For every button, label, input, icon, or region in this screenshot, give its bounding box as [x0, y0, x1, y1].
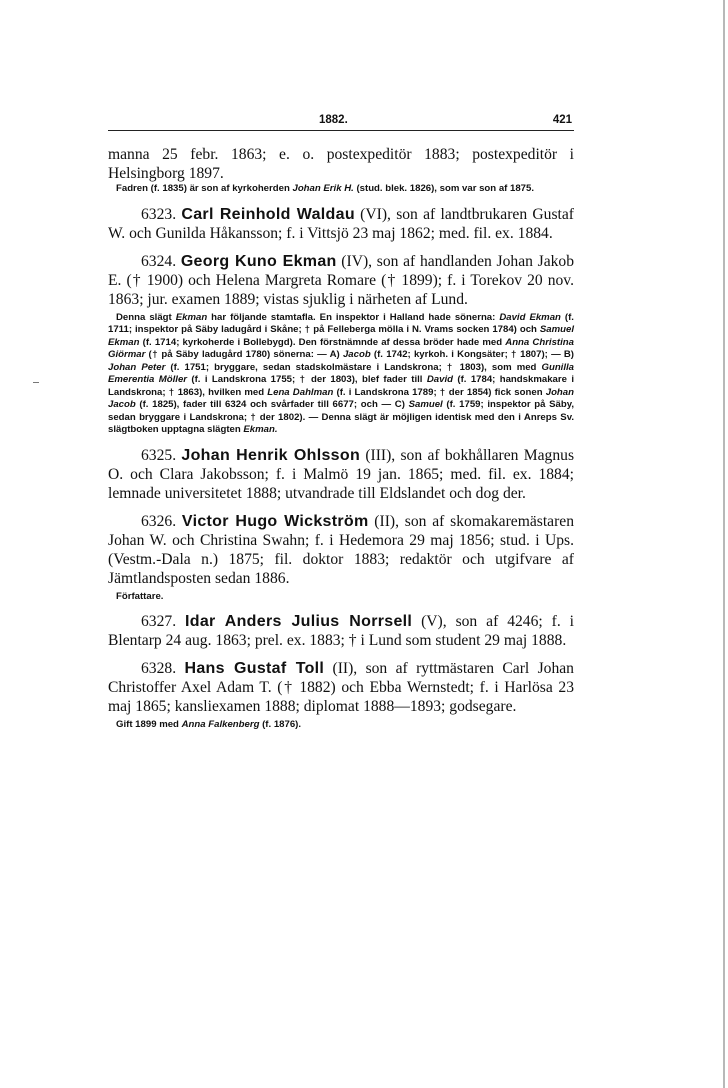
continued-entry-text: manna 25 febr. 1863; e. o. postexpeditör 1883; postexpeditör i Helsingborg 1897. — [108, 146, 574, 182]
entry-note — [108, 591, 574, 604]
entry-paragraph — [108, 659, 574, 716]
entry-person-name: Idar Anders Julius Norrsell — [185, 613, 413, 630]
entry-text: (IV), son af handlanden Johan Jakob E. († 1900) och Helena Margreta Romare († 1899); f. i Torekov 20 nov. 1863; jur. examen 1889; vistas sjuklig i närheten af Lund. — [108, 252, 575, 308]
entry-list — [108, 205, 574, 732]
page-number: 421 — [552, 114, 572, 126]
entry-paragraph — [108, 205, 574, 243]
note-text: (f. 1751; bryggare, sedan stadskolmästare i Landskrona; † 1803), som med — [165, 361, 542, 373]
entry-number: 6325. — [141, 446, 177, 464]
page-edge-line — [723, 0, 725, 1088]
entry-paragraph — [108, 252, 574, 309]
entry-paragraph — [108, 446, 574, 503]
book-page — [108, 110, 574, 732]
note-text: (f. 1714; kyrkoherde i Bollebygd). Den förstnämnde af dessa bröder hade med — [139, 336, 506, 348]
note-italic-name: Ekman — [175, 311, 208, 323]
entry-number: 6324. — [141, 252, 177, 270]
entry-person-name: Victor Hugo Wickström — [181, 512, 369, 530]
note-italic-name: Anna Christina Giörmar — [108, 336, 574, 360]
register-entry — [108, 659, 574, 732]
register-entry — [108, 512, 574, 604]
note-text: har följande stamtafla. En inspektor i Halland hade sönerna: — [207, 311, 500, 323]
entry-paragraph — [108, 512, 574, 588]
entry-number: 6326. — [141, 512, 177, 530]
note-italic-name: Gunilla Emerentia Möller — [108, 361, 575, 385]
entry-paragraph — [108, 612, 574, 650]
entry-note — [108, 719, 574, 732]
note-text: (stud. blek. 1826), som var son af 1875. — [353, 183, 535, 194]
note-italic-name: Johan Peter — [108, 361, 166, 373]
note-text: (f. 1711; inspektor på Säby ladugård i Skåne; † på Felleberga mölla i N. Vrams socken 1784) och — [108, 311, 574, 335]
continued-entry-note — [108, 183, 574, 196]
note-italic-name: Samuel Ekman — [108, 324, 574, 348]
running-head-year: 1882. — [319, 114, 348, 126]
note-italic-name: Lena Dahlman — [267, 386, 334, 398]
note-text: (f. 1759; inspektor på Säby, sedan bryggare i Landskrona; † der 1802). — Denna slägt är möjligen identisk med den i Anreps Sv. slägtboken upptagna slägten — [108, 399, 574, 435]
entry-note — [108, 312, 574, 437]
entry-number: 6327. — [141, 613, 177, 630]
entry-person-name: Carl Reinhold Waldau — [181, 205, 355, 223]
entry-number: 6328. — [141, 660, 177, 677]
entry-text: (VI), son af landtbrukaren Gustaf W. och Gunilda Håkansson; f. i Vittsjö 23 maj 1862; med. fil. ex. 1884. — [108, 205, 574, 242]
entry-person-name: Johan Henrik Ohlsson — [181, 446, 361, 464]
register-entry — [108, 612, 574, 650]
note-text: († på Säby ladugård 1780) sönerna: — A) — [145, 349, 343, 360]
note-text: Gift 1899 med — [116, 719, 182, 730]
note-text: (f. 1876). — [259, 719, 302, 730]
note-italic-name: David Ekman — [499, 311, 561, 323]
note-text: (f. 1784; handskmakare i Landskrona; † 1863), hvilken med — [108, 374, 574, 398]
margin-dash-mark — [33, 382, 39, 383]
note-italic-name: Jacob — [342, 349, 371, 360]
page-header — [108, 110, 574, 131]
note-italic-name: Ekman. — [243, 424, 278, 435]
entry-text: (II), son af skomakaremästaren Johan W. och Christina Swahn; f. i Hedemora 29 maj 1856; stud. i Ups. (Vestm.-Dala n.) 1875; fil. doktor 1883; redaktör och utgifvare af Jämtlandsposten sedan 1886. — [108, 512, 574, 587]
note-italic-name: David — [426, 374, 453, 385]
note-text: Fadren (f. 1835) är son af kyrkoherden — [116, 183, 293, 194]
note-text: Författare. — [116, 590, 164, 602]
register-entry — [108, 446, 574, 503]
entry-person-name: Georg Kuno Ekman — [180, 252, 337, 270]
entry-number: 6323. — [141, 205, 177, 223]
entry-person-name: Hans Gustaf Toll — [184, 660, 325, 677]
note-text: (f. 1742; kyrkoh. i Kongsäter; † 1807); — B) — [370, 349, 575, 360]
entry-text: (V), son af 4246; f. i Blentarp 24 aug. 1863; prel. ex. 1883; † i Lund som student 29 maj 1888. — [108, 613, 575, 649]
note-italic-name: Johan Erik H. — [292, 183, 354, 194]
note-italic-name: Anna Falkenberg — [181, 719, 260, 730]
note-text: Denna slägt — [116, 311, 176, 323]
entry-text: (III), son af bokhållaren Magnus O. och Clara Jakobsson; f. i Malmö 19 jan. 1865; med. fil. ex. 1884; lemnade universitetet 1888; utvandrade till Eldslandet och dog der. — [108, 446, 575, 502]
register-entry — [108, 252, 574, 437]
note-text: (f. i Landskrona 1789; † der 1854) fick sonen — [333, 386, 546, 398]
note-italic-name: Johan Jacob — [108, 386, 574, 410]
page-content — [108, 131, 574, 732]
note-text: (f. 1825), fader till 6324 och svårfader till 6677; och — C) — [135, 399, 409, 410]
entry-text: (II), son af ryttmästaren Carl Johan Christoffer Axel Adam T. († 1882) och Ebba Wernstedt; f. i Harlösa 23 maj 1865; kansliexamen 1888; diplomat 1888—1893; godsegare. — [108, 660, 574, 715]
note-italic-name: Samuel — [408, 399, 443, 410]
register-entry — [108, 205, 574, 243]
note-text: (f. i Landskrona 1755; † der 1803), blef fader till — [187, 374, 427, 385]
